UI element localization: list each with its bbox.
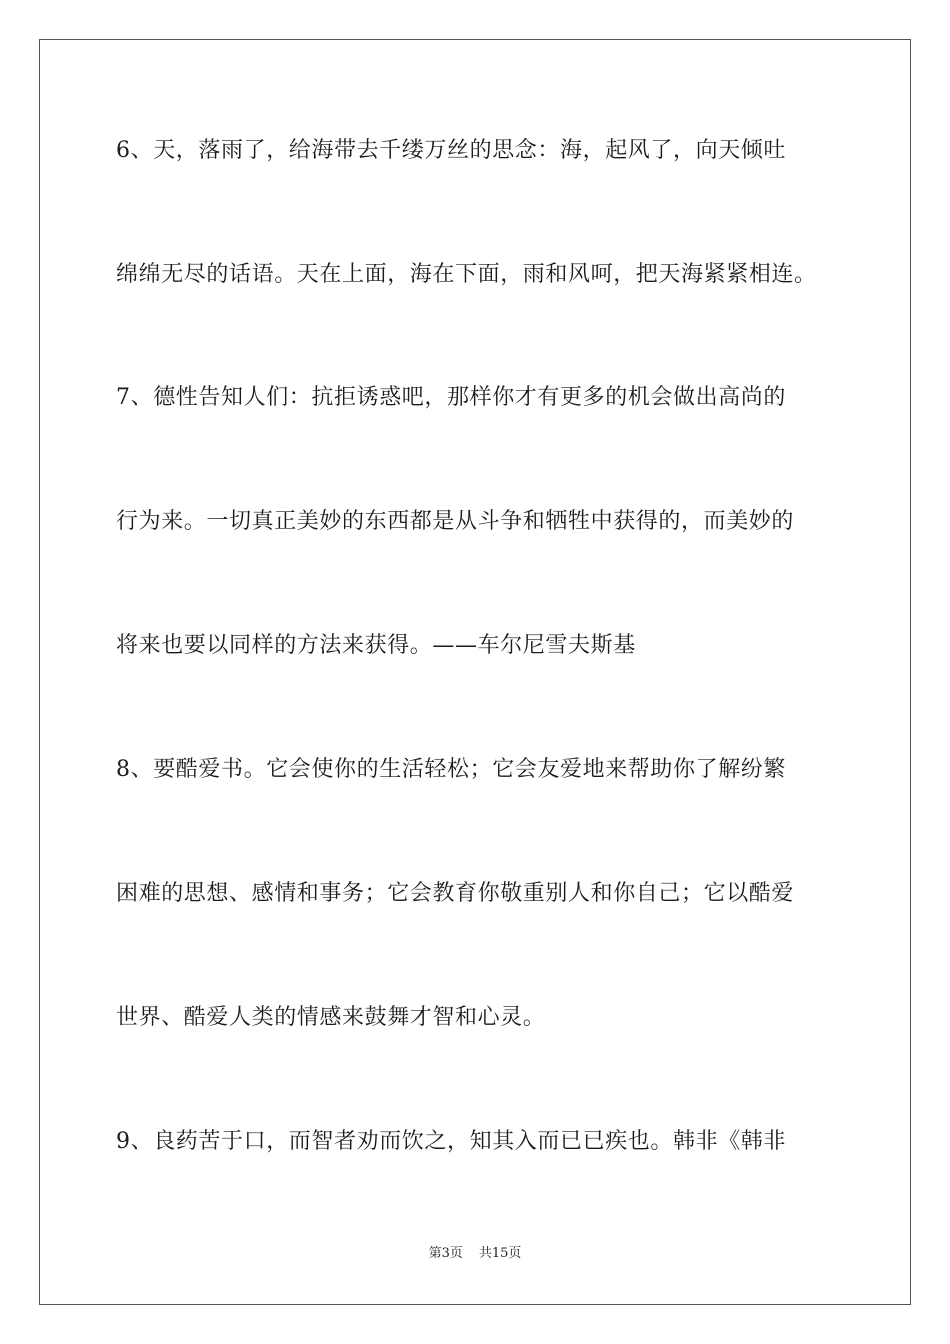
text-line: 7、德性告知人们：抗拒诱惑吧，那样你才有更多的机会做出高尚的: [116, 385, 786, 410]
page-number: 第3页: [428, 1246, 463, 1261]
text-line: 行为来。一切真正美妙的东西都是从斗争和牺牲中获得的，而美妙的: [116, 509, 795, 534]
page-border: [39, 39, 911, 1305]
text-line: 8、要酷爱书。它会使你的生活轻松；它会友爱地来帮助你了解纷繁: [116, 757, 786, 782]
text-line: 困难的思想、感情和事务；它会教育你敬重别人和你自己；它以酷爱: [116, 881, 795, 906]
page-total: 共15页: [478, 1246, 522, 1261]
text-line: 绵绵无尽的话语。天在上面，海在下面，雨和风呵，把天海紧紧相连。: [116, 262, 817, 287]
text-line: 6、天，落雨了，给海带去千缕万丝的思念：海，起风了，向天倾吐: [116, 138, 786, 163]
text-line: 9、良药苦于口，而智者劝而饮之，知其入而已已疾也。韩非《韩非: [116, 1129, 786, 1154]
text-line: 将来也要以同样的方法来获得。——车尔尼雪夫斯基: [116, 633, 636, 658]
text-line: 世界、酷爱人类的情感来鼓舞才智和心灵。: [116, 1005, 546, 1030]
page-footer: [0, 1245, 950, 1263]
